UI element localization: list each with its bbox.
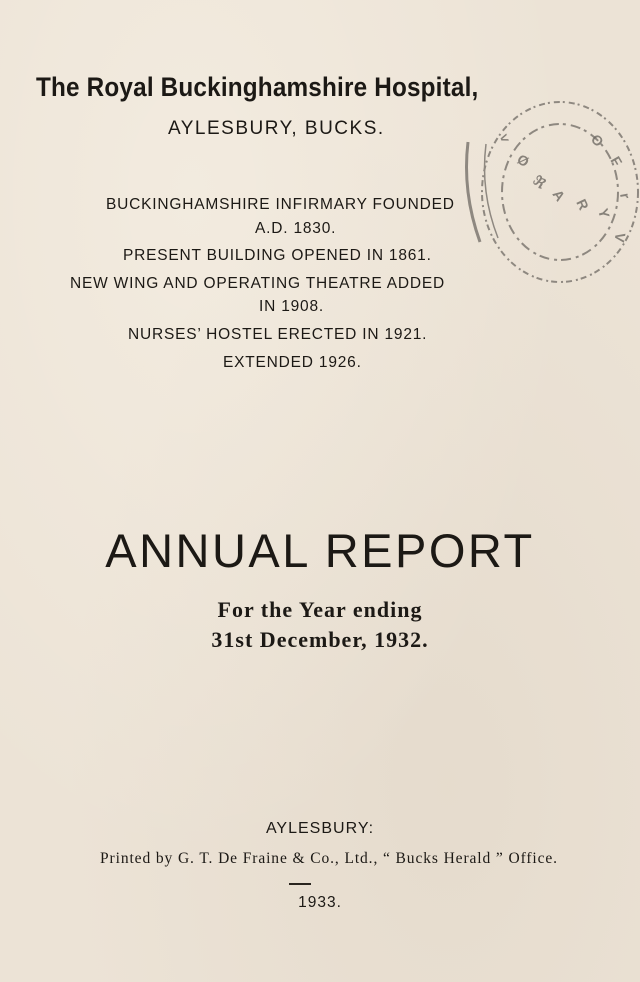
svg-text:A: A bbox=[549, 186, 569, 205]
history-line-founded: BUCKINGHAMSHIRE INFIRMARY FOUNDED bbox=[106, 196, 455, 213]
report-period-line-2: 31st December, 1932. bbox=[211, 627, 429, 652]
svg-text:r: r bbox=[617, 191, 634, 200]
svg-text:F: F bbox=[607, 153, 626, 169]
imprint-place: AYLESBURY: bbox=[265, 820, 375, 837]
library-stamp-icon bbox=[440, 82, 640, 292]
svg-text:Ø: Ø bbox=[514, 150, 532, 171]
history-line-founded-year: A.D. 1830. bbox=[255, 220, 337, 237]
imprint-printer: Printed by G. T. De Fraine & Co., Ltd., “ Bucks Herald ” Office. bbox=[100, 850, 558, 867]
svg-text:R: R bbox=[573, 196, 593, 213]
hospital-location: AYLESBURY, BUCKS. bbox=[168, 118, 385, 139]
svg-text:O: O bbox=[587, 130, 607, 150]
svg-text:Y: Y bbox=[595, 206, 613, 220]
report-period-line-1: For the Year ending bbox=[217, 597, 423, 622]
svg-text:<: < bbox=[497, 128, 511, 147]
hospital-title: The Royal Buckinghamshire Hospital, bbox=[36, 72, 479, 102]
imprint-divider bbox=[289, 883, 311, 885]
history-line-building: PRESENT BUILDING OPENED IN 1861. bbox=[123, 247, 432, 264]
report-title: ANNUAL REPORT bbox=[105, 524, 535, 577]
svg-text:V: V bbox=[611, 231, 629, 244]
imprint-year: 1933. bbox=[298, 894, 342, 911]
history-line-hostel: NURSES’ HOSTEL ERECTED IN 1921. bbox=[128, 326, 428, 343]
history-line-new-wing: NEW WING AND OPERATING THEATRE ADDED bbox=[70, 275, 445, 292]
history-line-extended: EXTENDED 1926. bbox=[223, 354, 362, 371]
svg-text:ℜ: ℜ bbox=[530, 172, 550, 192]
history-line-new-wing-year: IN 1908. bbox=[259, 298, 324, 315]
